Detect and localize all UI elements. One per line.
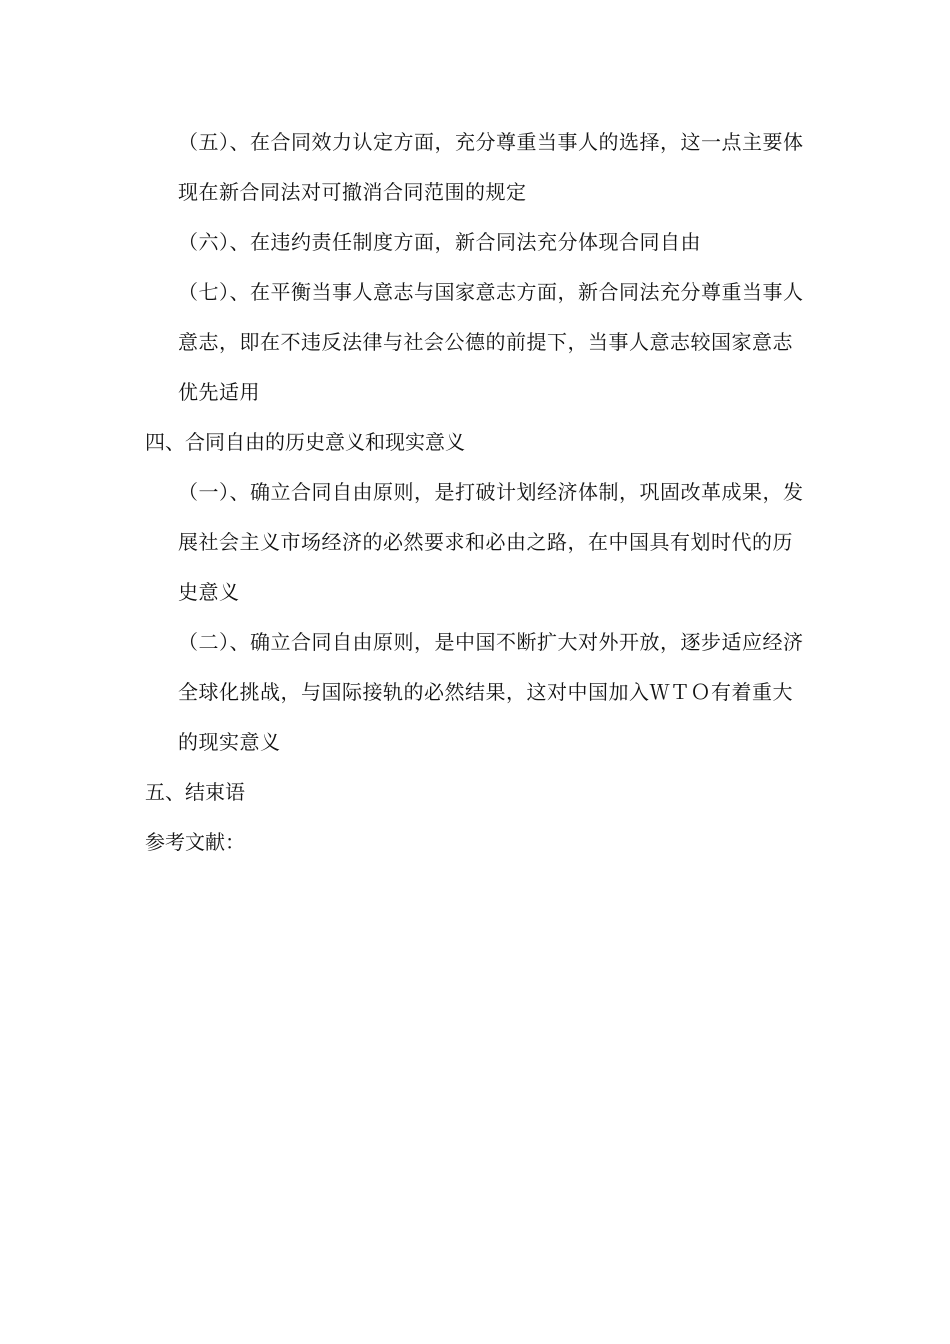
heading-section-four: 四、合同自由的历史意义和现实意义 [145,430,465,454]
paragraph-subsection-2: （二）、确立合同自由原则，是中国不断扩大对外开放，逐步适应经济全球化挑战，与国际接轨的必然结果，这对中国加入ＷＴＯ有着重大的现实意义 [178,630,804,754]
paragraph-section-6: （六）、在违约责任制度方面，新合同法充分体现合同自由 [178,230,701,254]
document-body [145,117,815,867]
paragraph-subsection-1: （一）、确立合同自由原则，是打破计划经济体制，巩固改革成果，发展社会主义市场经济的必然要求和必由之路，在中国具有划时代的历史意义 [178,480,804,604]
heading-references: 参考文献： [145,830,245,854]
heading-section-five: 五、结束语 [145,780,245,804]
paragraph-section-5: （五）、在合同效力认定方面，充分尊重当事人的选择，这一点主要体现在新合同法对可撤消合同范围的规定 [178,130,804,204]
paragraph-section-7: （七）、在平衡当事人意志与国家意志方面，新合同法充分尊重当事人意志，即在不违反法律与社会公德的前提下，当事人意志较国家意志优先适用 [178,280,804,404]
